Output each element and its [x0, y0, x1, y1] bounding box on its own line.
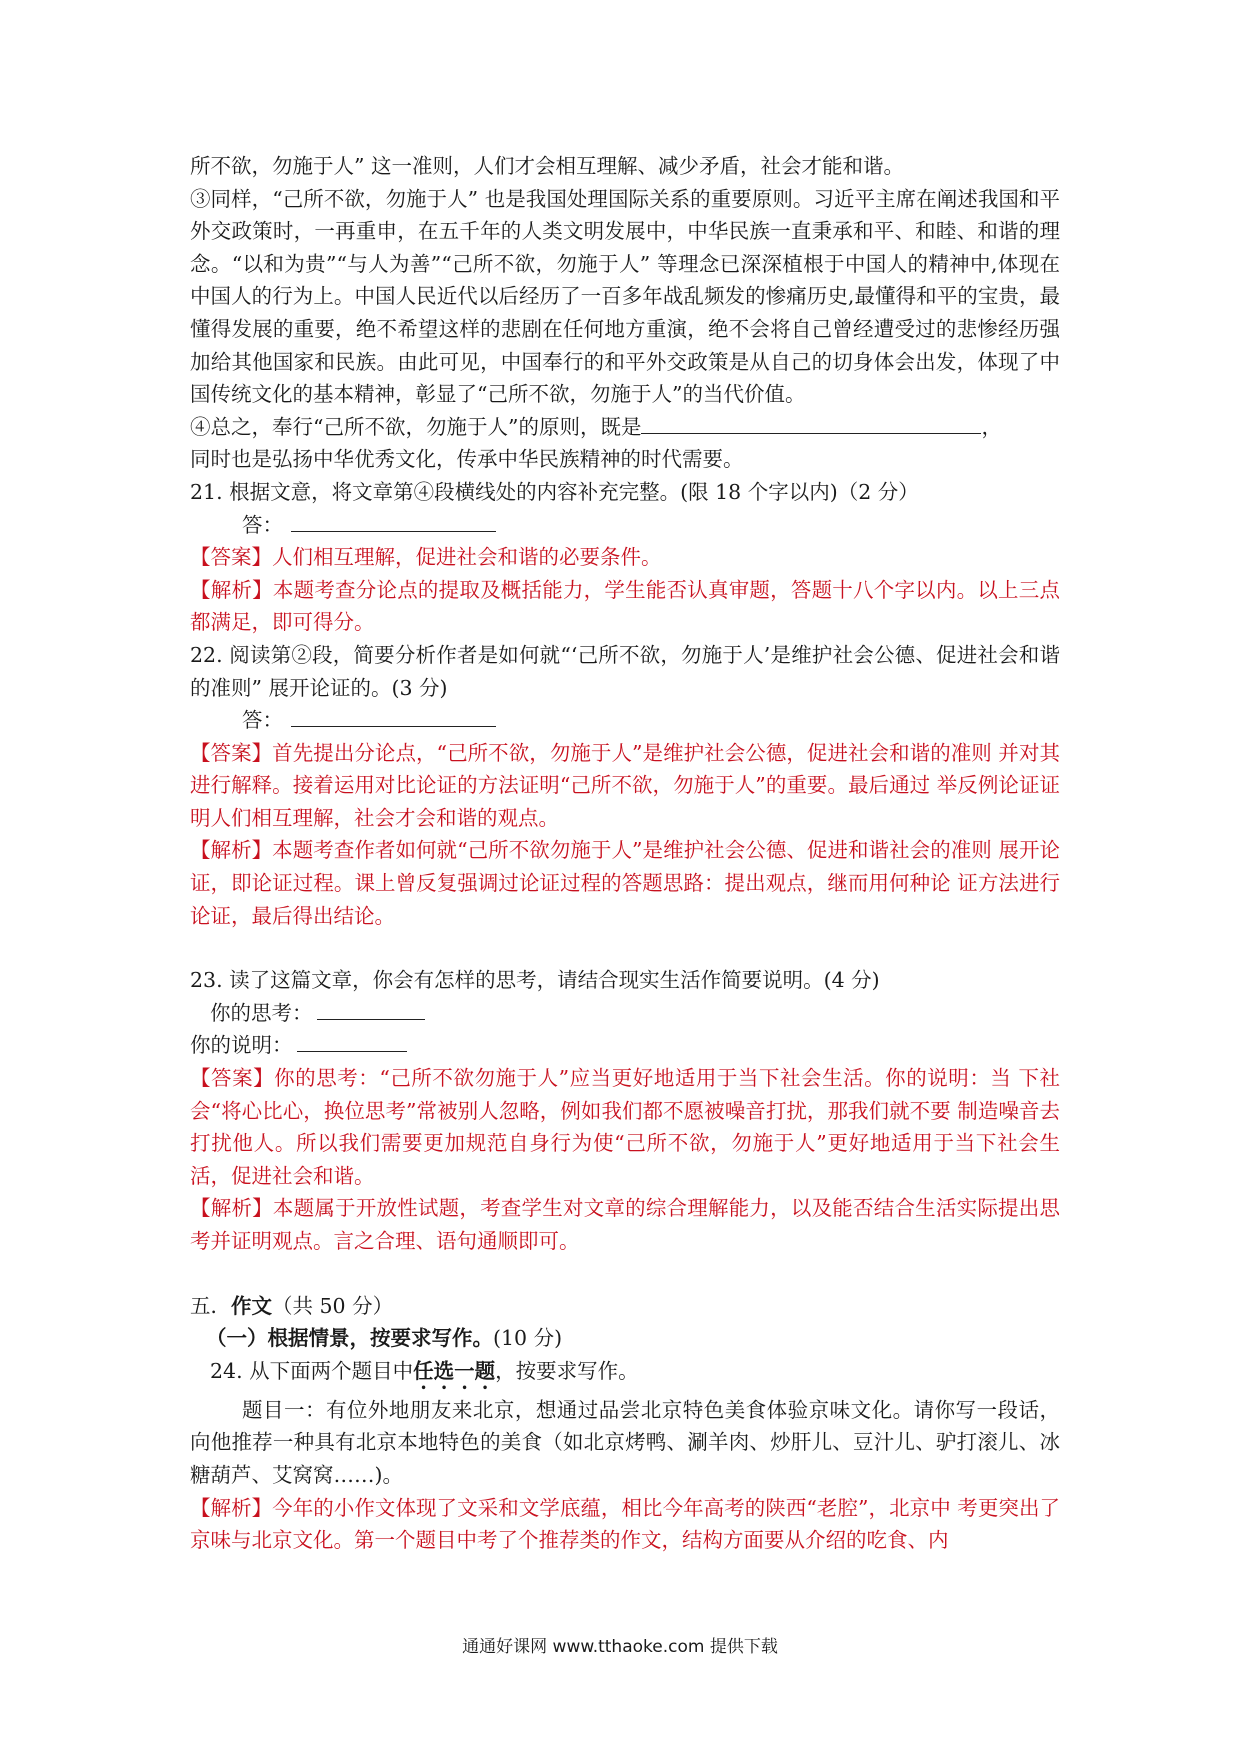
section-number: 五．	[190, 1293, 231, 1318]
page-content	[190, 150, 1060, 1557]
passage-paragraph-4-end: 同时也是弘扬中华优秀文化，传承中华民族精神的时代需要。	[190, 447, 744, 472]
answer-blank	[291, 513, 496, 532]
explain-prompt: 你的说明：	[190, 1033, 293, 1058]
analysis-23: 【解析】本题属于开放性试题，考查学生对文章的综合理解能力，以及能否结合生活实际提出思考并证明观点。言之合理、语句通顺即可。	[190, 1196, 1060, 1253]
spacer	[190, 932, 1060, 964]
subsection-heading	[190, 1322, 1060, 1355]
fill-blank-line	[641, 415, 981, 434]
section-5-heading	[190, 1290, 1060, 1323]
answer-blank	[291, 708, 496, 727]
explain-blank	[297, 1033, 407, 1052]
passage-paragraph-4	[190, 411, 1060, 444]
answer-21: 【答案】人们相互理解，促进社会和谐的必要条件。	[190, 545, 662, 570]
answer-23: 【答案】你的思考：“己所不欲勿施于人”应当更好地适用于当下社会生活。你的说明：当 下社会“将心比心，换位思考”常被别人忽略，例如我们都不愿被噪音打扰，那我们就不要 制造噪音去打扰他人。所以我们需要更加规范自身行为使“己所不欲，勿施于人”更好地适用于当下社会生活，促进社会和谐。	[190, 1066, 1060, 1188]
subsection-title: （一）根据情景，按要求写作。	[206, 1326, 493, 1351]
think-line	[190, 997, 1060, 1030]
answer-prompt: 答：	[242, 512, 283, 537]
section-score: （共 50 分）	[272, 1293, 394, 1318]
think-blank	[317, 1001, 425, 1020]
question-22: 22. 阅读第②段，简要分析作者是如何就“‘己所不欲，勿施于人’是维护社会公德、促进社会和谐的准则” 展开论证的。(3 分)	[190, 642, 1060, 700]
section-title: 作文	[231, 1293, 272, 1318]
answer-line-21	[190, 509, 1060, 542]
subsection-score: (10 分)	[493, 1326, 563, 1351]
passage-paragraph-4-start: ④总之，奉行“己所不欲，勿施于人”的原则，既是	[190, 414, 642, 439]
answer-22: 【答案】首先提出分论点，“己所不欲，勿施于人”是维护社会公德，促进社会和谐的准则 并对其进行解释。接着运用对比论证的方法证明“己所不欲，勿施于人”的重要。最后通过 举反例论证证明人们相互理解，社会才会和谐的观点。	[190, 740, 1060, 830]
topic-1: 题目一：有位外地朋友来北京，想通过品尝北京特色美食体验京味文化。请你写一段话，向他推荐一种具有北京本地特色的美食（如北京烤鸭、涮羊肉、炒肝儿、豆汁儿、驴打滚儿、冰糖葫芦、艾窝窝……)。	[190, 1397, 1060, 1487]
answer-line-22	[190, 704, 1060, 737]
explain-line	[190, 1029, 1060, 1062]
question-24	[190, 1355, 1060, 1394]
think-prompt: 你的思考：	[210, 1000, 313, 1025]
page-footer: 通通好课网 www.tthaoke.com 提供下载	[462, 1637, 778, 1657]
answer-prompt: 答：	[242, 708, 283, 733]
question-21: 21. 根据文意，将文章第④段横线处的内容补充完整。(限 18 个字以内)（2 分）	[190, 479, 919, 504]
passage-paragraph-4-comma: ，	[981, 414, 1002, 439]
analysis-22: 【解析】本题考查作者如何就“己所不欲勿施于人”是维护社会公德、促进和谐社会的准则 展开论证，即论证过程。课上曾反复强调过论证过程的答题思路：提出观点，继而用何种论 证方法进行论证，最后得出结论。	[190, 838, 1060, 928]
question-24-start: 24. 从下面两个题目中	[210, 1358, 414, 1383]
question-24-end: ，按要求写作。	[495, 1358, 639, 1383]
spacer	[190, 1258, 1060, 1290]
emphasis-text: 任选一题	[413, 1358, 496, 1383]
analysis-24: 【解析】今年的小作文体现了文采和文学底蕴，相比今年高考的陕西“老腔”，北京中 考更突出了京味与北京文化。第一个题目中考了个推荐类的作文，结构方面要从介绍的吃食、内	[190, 1495, 1060, 1553]
passage-line: 所不欲，勿施于人” 这一准则，人们才会相互理解、减少矛盾，社会才能和谐。	[190, 154, 904, 178]
passage-paragraph-3: ③同样，“己所不欲，勿施于人” 也是我国处理国际关系的重要原则。习近平主席在阐述我国和平外交政策时，一再重申，在五千年的人类文明发展中，中华民族一直秉承和平、和睦、和谐的理念。“以和为贵”“与人为善”“己所不欲，勿施于人” 等理念已深深植根于中国人的精神中,体现在中国人的行为上。中国人民近代以后经历了一百多年战乱频发的惨痛历史,最懂得和平的宝贵，最懂得发展的重要，绝不希望这样的悲剧在任何地方重演，绝不会将自己曾经遭受过的悲惨经历强加给其他国家和民族。由此可见，中国奉行的和平外交政策是从自己的切身体会出发，体现了中国传统文化的基本精神，彰显了“己所不欲，勿施于人”的当代价值。	[190, 186, 1060, 407]
question-23: 23. 读了这篇文章，你会有怎样的思考，请结合现实生活作简要说明。(4 分)	[190, 968, 880, 993]
analysis-21: 【解析】本题考查分论点的提取及概括能力，学生能否认真审题，答题十八个字以内。以上三点都满足，即可得分。	[190, 577, 1060, 635]
